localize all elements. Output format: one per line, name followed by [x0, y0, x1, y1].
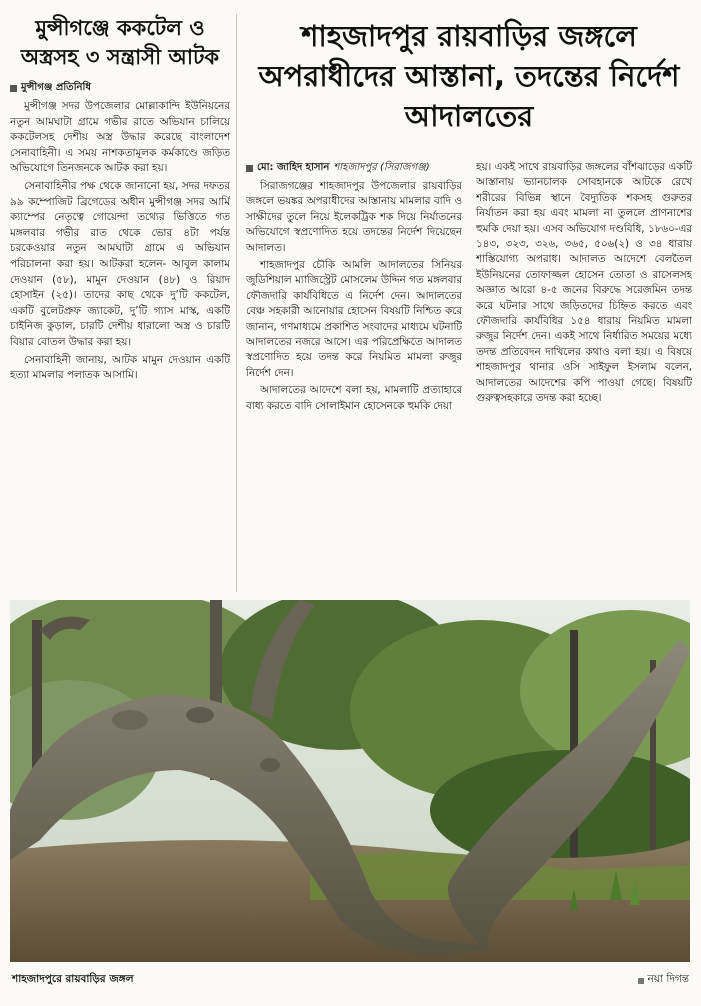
photo-credit-text: নয়া দিগন্ত [647, 973, 689, 985]
main-story-body [246, 160, 692, 590]
column-divider [236, 14, 237, 592]
main-paragraph: আদালতের আদেশে বলা হয়, মামলাটি প্রত্যাহারে বাধ্য করতে বাদি সোলাইমান হোসেনকে হুমকি দেয়া [246, 384, 462, 412]
photo-caption: শাহজাদপুরে রায়বাড়ির জঙ্গল [12, 973, 134, 985]
left-story [10, 14, 230, 594]
main-column-1 [246, 160, 462, 590]
bullet-square-icon [246, 165, 253, 172]
main-paragraph: শাহজাদপুর চৌকি আমলি আদালতের সিনিয়র জুডিশিয়াল ম্যাজিস্ট্রেট মোসলেম উদ্দিন গত মঙ্গলবার ফৌজদারি কার্যবিধিতে এ নির্দেশ দেন। আদালতের বেঞ্চ সহকারী আনোয়ার হোসেন বিষয়টি নিশ্চিত করে জানান, গণমাধ্যমে প্রকাশিত সংবাদের মাধ্যমে ঘটনাটি আদালতের নজরে আসে। এর পরিপ্রেক্ষিতে আদালত স্বপ্রণোদিত হয়ে তদন্ত করে নিয়মিত মামলা রুজুর নির্দেশ দেন। [246, 259, 462, 379]
bullet-square-icon [638, 978, 644, 984]
photo-credit [638, 972, 689, 989]
main-paragraph: সিরাজগঞ্জের শাহজাদপুর উপজেলার রায়বাড়ির জঙ্গলে ভয়ঙ্কর অপরাধীদের আস্তানায় মামলার বাদি ও সাক্ষীদের তুলে নিয়ে ইলেকট্রিক শক দিয়ে নির্যাতনের অভিযোগে স্বপ্রণোদিত হয়ে তদন্তের নির্দেশ দিয়েছেন আদালত। [246, 180, 462, 254]
bullet-square-icon [10, 85, 17, 92]
left-story-byline [10, 80, 230, 97]
main-column-2 [476, 160, 692, 590]
jungle-photo [10, 600, 690, 962]
reporter-name: মো: জাহিদ হাসান [257, 162, 330, 173]
left-paragraph: মুন্সীগঞ্জ সদর উপজেলার মোল্লাকান্দি ইউনিয়নের নতুন আমঘাটা গ্রামে গভীর রাতে অভিযান চালিয়ে ককটেলসহ দেশীয় অস্ত্র উদ্ধার করেছে বাংলাদেশ সেনাবাহিনী। এ সময় নাশকতামূলক কর্মকাণ্ডে জড়িত অভিযোগে তিনজনকে আটক করা হয়। [10, 100, 230, 175]
main-paragraph: হয়। একই সাথে রায়বাড়ির জঙ্গলের বাঁশঝাড়ের একটি আস্তানায় ভ্যানচালক সোবহানকে আটকে রেখে শরীরের বিভিন্ন স্থানে বৈদ্যুতিক শকসহ গুরুতর নির্যাতন করা হয় এবং মামলা না তুললে প্রাণনাশের হুমকি দেয়া হয়। এসব অভিযোগ দণ্ডবিধি, ১৮৬০-এর ১৪৩, ৩২৩, ৩২৬, ৩৬৫, ৫০৬(২) ও ৩৪ ধারায় শাস্তিযোগ্য অপরাধ। আদালত আদেশে বেলতৈল ইউনিয়নের তোফাজ্জল হোসেন তোতা ও রাসেলসহ অজ্ঞাত আরো ৪-৫ জনের বিরুদ্ধে সরেজমিন তদন্ত করে ঘটনার সাথে জড়িতদের চিহ্নিত করতে এবং ফৌজদারি কার্যবিধির ১৫৪ ধারায় নিয়মিত মামলা রুজুর নির্দেশ দেন। একই সাথে নির্ধারিত সময়ের মধ্যে তদন্ত প্রতিবেদন দাখিলের কথাও বলা হয়। এ বিষয়ে শাহজাদপুর থানার ওসি সাইফুল ইসলাম বলেন, আদালতের আদেশের কপি পাওয়া গেছে। বিষয়টি গুরুত্বসহকারে তদন্ত করা হচ্ছে। [476, 161, 692, 405]
left-story-headline: মুন্সীগঞ্জে ককটেল ও অস্ত্রসহ ৩ সন্ত্রাসী আটক [20, 16, 220, 69]
left-paragraph: সেনাবাহিনীর পক্ষ থেকে জানানো হয়, সদর দফতর ৯৯ কম্পোজিট ব্রিগেডের অধীন মুন্সীগঞ্জ সদর আর্মি ক্যাম্পের নেতৃত্বে গোয়েন্দা তথ্যের ভিত্তিতে গত মঙ্গলবার গভীর রাত থেকে ভোর ৪টা পর্যন্ত চরকেওয়ার নতুন আমঘাটা গ্রামে এ অভিযান পরিচালনা করা হয়। আটকরা হলেন- আবুল কালাম দেওয়ান (৫৮), মামুন দেওয়ান (৪৮) ও রিয়াদ হোসাইন (২৫)। তাদের কাছ থেকে দু’টি ককটেল, একটি বুলেটপ্রুফ জ্যাকেট, দু’টি গ্যাস মাস্ক, একটি চাইনিজ কুড়াল, চারটি দেশীয় ধারালো অস্ত্র ও চারটি বিয়ার বোতল উদ্ধার করা হয়। [10, 179, 230, 348]
left-paragraph: সেনাবাহিনী জানায়, আটক মামুন দেওয়ান একটি হত্যা মামলার পলাতক আসামি। [10, 353, 230, 382]
main-story-headline: শাহজাদপুর রায়বাড়ির জঙ্গলে অপরাধীদের আস্তানা, তদন্তের নির্দেশ আদালতের [258, 19, 680, 133]
main-story-byline [246, 160, 462, 177]
left-byline-text: মুন্সীগঞ্জ প্রতিনিধি [21, 82, 91, 93]
tree-illustration [10, 600, 690, 962]
reporter-location: শাহজাদপুর (সিরাজগঞ্জ) [333, 162, 430, 173]
